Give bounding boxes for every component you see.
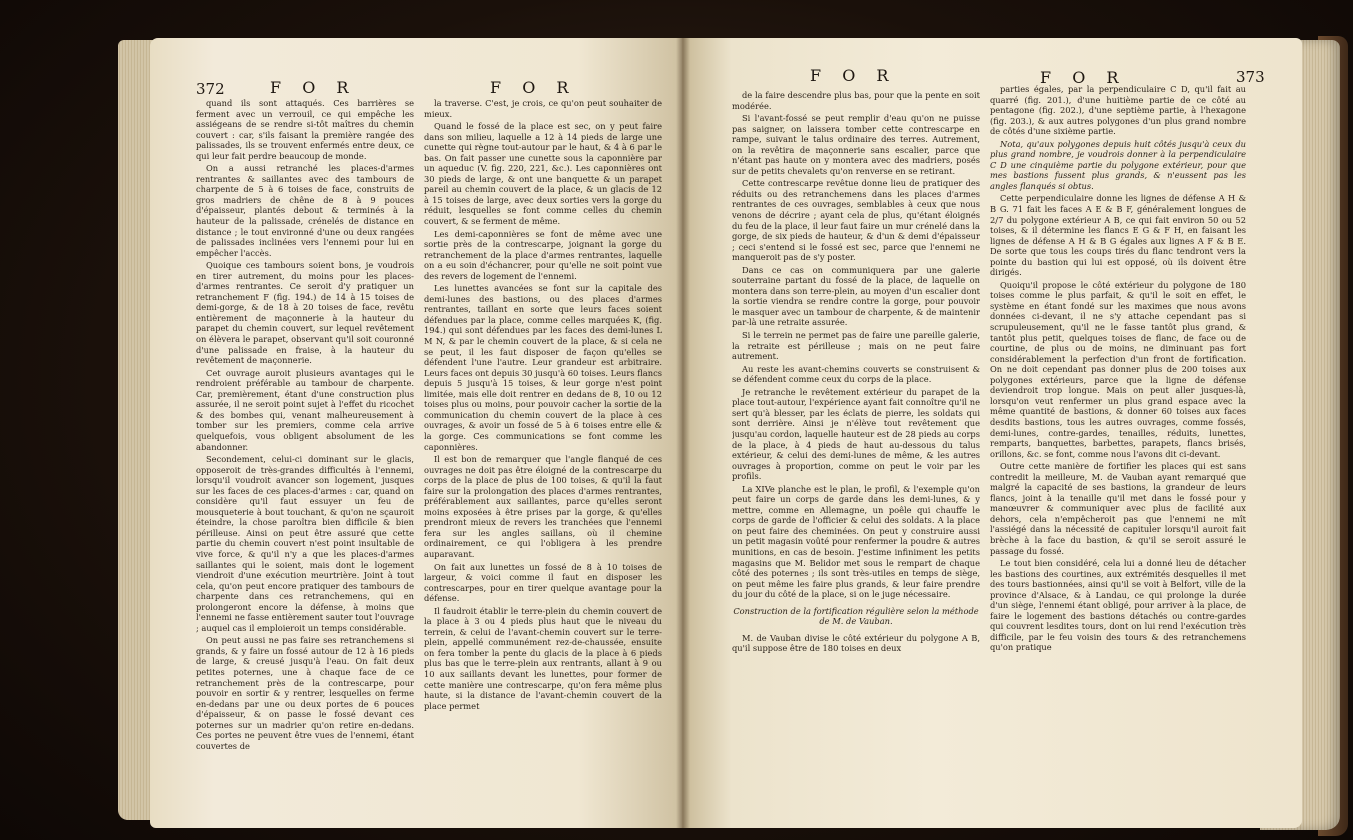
paragraph: Cette perpendiculaire donne les lignes de défense A H & B G. 71 fait les faces A E & B F, généralement longues de 2/7 du polygone extérieur A B, ce qui fait environ 50 ou 52 toises, & il détermine les flancs E G & F H, en faisant les lignes de défense A H & B G égales aux lignes A F & B E. De sorte que tous les coups tirés du flanc tendront vers la pointe du bastion qui lui est opposé, où ils doivent être dirigés.	[990, 193, 1246, 278]
paragraph: Cet ouvrage auroit plusieurs avantages qui le rendroient préférable au tambour de charpente. Car, premièrement, étant d'une construction plus assurée, il ne seroit point sujet à l'effet du ricochet & des bombes qui, venant malheureusement à tomber sur les premiers, comme cela arrive quelquefois, vous obligent absolument de les abandonner.	[196, 367, 414, 452]
paragraph: Les lunettes avancées se font sur la capitale des demi-lunes des bastions, ou des places d'armes rentrantes, taillant en sorte que leurs faces soient défendues par la place, comme celles marquées K, (fig. 194.) qui sont défendues par les faces des demi-lunes L M N, & par le chemin couvert de la place, & si cela ne se peut, il les faut disposer de façon qu'elles se défendent l'une l'autre. Leur grandeur est arbitraire. Leurs faces ont depuis 30 jusqu'à 60 toises. Leurs flancs depuis 5 jusqu'à 15 toises, & leur gorge n'est point limitée, mais elle doit rentrer en dedans de 8, 10 ou 12 toises plus ou moins, pour pouvoir cacher la sortie de la communication du chemin couvert de la place à ces ouvrages, & avoir un fossé de 5 à 6 toises entre elle & la gorge. Ces communications se font comme les caponnières.	[424, 283, 662, 452]
paragraph: la traverse. C'est, je crois, ce qu'on peut souhaiter de mieux.	[424, 98, 662, 119]
paragraph: Au reste les avant-chemins couverts se construisent & se défendent comme ceux du corps de la place.	[732, 363, 980, 385]
paragraph: parties égales, par la perpendiculaire C D, qu'il fait au quarré (fig. 201.), d'une huitième partie de ce côté au pentagone (fig. 202.), d'une septième partie, à l'hexagone (fig. 203.), & aux autres polygones d'un plus grand nombre de côtés d'une sixième partie.	[990, 84, 1246, 137]
paragraph: M. de Vauban divise le côté extérieur du polygone A B, qu'il suppose être de 180 toises en deux	[732, 632, 980, 654]
paragraph: Je retranche le revêtement extérieur du parapet de la place tout-autour, l'expérience ayant fait connoître qu'il ne sert qu'à blesser, par les éclats de pierre, les soldats qui sont derrière. Ainsi je n'élève tout revêtement que jusqu'au cordon, laquelle hauteur est de 28 pieds au corps de la place, à 4 pieds de haut au-dessous du talus extérieur, & celui des demi-lunes de même, & les autres ouvrages à proportion, comme on peut le voir par les profils.	[732, 386, 980, 482]
left-column-2	[424, 98, 662, 810]
left-header-col2: F O R	[490, 78, 577, 97]
paragraph: On a aussi retranché les places-d'armes rentrantes & saillantes avec des tambours de charpente de 5 à 6 toises de face, construits de gros madriers de chêne de 8 à 9 pouces d'épaisseur, plantés debout & terminés à la hauteur de la palissade, crénelés de distance en distance ; le tout environné d'une ou deux rangées de palissades inclinées vers l'ennemi pour lui en empêcher l'accès.	[196, 163, 414, 258]
paragraph: Dans ce cas on communiquera par une galerie souterraine partant du fossé de la place, de laquelle on montera dans son terre-plein, au moyen d'un escalier dont la sortie viendra se rendre contre la gorge, pour pouvoir le masquer avec un tambour de charpente, & de maintenir par-là une retraite assurée.	[732, 264, 980, 328]
right-column-1	[732, 90, 980, 815]
paragraph: Si l'avant-fossé se peut remplir d'eau qu'on ne puisse pas saigner, on laissera tomber cette contrescarpe en rampe, suivant le talus ordinaire des terres. Autrement, on la revêtira de maçonnerie sans escalier, parce que n'étant pas haute on y montera avec des madriers, posés sur de petits chevalets qu'on renverse en se retirant.	[732, 113, 980, 176]
paragraph-italic-note: Nota, qu'aux polygones depuis huit côtés jusqu'à ceux du plus grand nombre, je voudrois donner à la perpendiculaire C D une cinquième partie du polygone extérieur, pour que mes bastions fussent plus grands, & n'eussent pas les angles flanqués si obtus.	[990, 138, 1246, 191]
paragraph: de la faire descendre plus bas, pour que la pente en soit modérée.	[732, 90, 980, 111]
left-page-number: 372	[196, 80, 225, 98]
paragraph: La XIVe planche est le plan, le profil, & l'exemple qu'on peut faire un corps de garde dans les demi-lunes, & y mettre, comme en Allemagne, un poêle qui chauffe le corps de garde de l'officier & celui des soldats. A la place on peut faire des cheminées. On peut y construire aussi un petit magasin voûté pour renfermer la poudre & autres munitions, en cas de besoin. J'estime infiniment les petits magasins que M. Belidor met sous le rempart de chaque côté des poternes ; ils sont très-utiles en temps de siège, on peut même les faire plus grands, & leur faire prendre du jour du côté de la place, si on le juge nécessaire.	[732, 483, 980, 600]
paragraph: Le tout bien considéré, cela lui a donné lieu de détacher les bastions des courtines, aux extrémités desquelles il met des tours bastionnées, ainsi qu'il se voit à Belfort, ville de la province d'Alsace, & à Landau, ce qui prolonge la durée d'un siège, l'ennemi étant obligé, pour arriver à la place, de faire le logement des bastions détachés ou contre-gardes qui couvrent lesdites tours, dont on lui rend l'exécution très difficile, par le feu voisin des tours & des retranchemens qu'on pratique	[990, 558, 1246, 653]
section-caption: Construction de la fortification régulière selon la méthode de M. de Vauban.	[733, 605, 979, 627]
left-header-col1: F O R	[270, 78, 357, 97]
paragraph: Quand le fossé de la place est sec, on y peut faire dans son milieu, laquelle a 12 à 14 pieds de large une cunette qui règne tout-autour par le haut, & 4 à 6 par le bas. On fait passer une cunette sous la caponnière par un aqueduc (V. fig. 220, 221, &c.). Les caponnières ont 30 pieds de large, & ont une banquette & un parapet pareil au chemin couvert de la place, & un glacis de 12 à 15 toises de large, avec deux sorties vers la gorge du réduit, lesquelles se font comme celles du chemin couvert, & se ferment de même.	[424, 121, 662, 227]
book-gutter	[676, 38, 690, 828]
paragraph: Secondement, celui-ci dominant sur le glacis, opposeroit de très-grandes difficultés à l'ennemi, lorsqu'il voudroit avancer son logement, jusques sur les faces de ces places-d'armes : car, quand on considère qu'il faut essuyer un feu de mousqueterie à bout touchant, & qu'on ne sçauroit éteindre, la chose paroîtra bien difficile & bien périlleuse. Ainsi on peut être assuré que cette partie du chemin couvert n'est point insultable de vive force, & qu'il n'y a que les places-d'armes saillantes qui le soient, mais dont le logement viendroit d'une exécution meurtrière. Joint à tout cela, qu'on peut encore pratiquer des tambours de charpente dans ces retranchemens, qui en prolongeront encore la défense, à moins que l'ennemi ne fasse entièrement sauter tout l'ouvrage ; auquel cas il emploieroit un temps considérable.	[196, 454, 414, 633]
paragraph: Cette contrescarpe revêtue donne lieu de pratiquer des réduits ou des retranchemens dans les places d'armes rentrantes de ces ouvrages, semblables à ceux que nous venons de décrire ; ayant cela de plus, qu'étant éloignés du feu de la place, il leur faut faire un mur crénelé dans la gorge, de six pieds de hauteur, & d'un & demi d'épaisseur ; ceci s'entend si le fossé est sec, parce que l'ennemi ne manqueroit pas de s'y poster.	[732, 178, 980, 263]
left-column-1	[196, 98, 414, 810]
paragraph: Quoiqu'il propose le côté extérieur du polygone de 180 toises comme le plus parfait, & qu'il le soit en effet, le système en étant fondé sur les maximes que nous avons données ci-devant, il ne s'y attache cependant pas si scrupuleusement, qu'il ne le fasse tantôt plus grand, & tantôt plus petit, quelques toises de flanc, de face ou de courtine, de plus ou de moins, ne diminuant pas fort considérablement la perfection d'un front de fortification. On ne doit cependant pas donner plus de 200 toises aux polygones extérieurs, parce que la ligne de défense deviendroit trop longue. Mais on peut aller jusques-là, lorsqu'on veut renfermer un plus grand espace avec la même quantité de bastions, & donner 60 toises aux faces desdits bastions, tous les autres ouvrages, comme fossés, demi-lunes, contre-gardes, tenailles, réduits, lunettes, remparts, banquettes, barbettes, parapets, flancs brisés, orillons, &c. se font, comme nous l'avons dit ci-devant.	[990, 279, 1246, 459]
paragraph: On fait aux lunettes un fossé de 8 à 10 toises de largeur, & voici comme il faut en disposer les contrescarpes, pour en tirer quelque avantage pour la défense.	[424, 561, 662, 604]
paragraph: Quoique ces tambours soient bons, je voudrois en tirer autrement, du moins pour les places-d'armes rentrantes. Ce seroit d'y pratiquer un retranchement F (fig. 194.) de 14 à 15 toises de demi-gorge, & de 18 à 20 toises de face, revêtu entièrement de maçonnerie à la hauteur du parapet du chemin couvert, sur lequel revêtement on élèvera le parapet, observant qu'il soit couronné d'une palissade en fraise, à la hauteur du revêtement de maçonnerie.	[196, 260, 414, 366]
right-column-2	[990, 84, 1246, 819]
right-header-col1: F O R	[810, 66, 897, 85]
paragraph: quand ils sont attaqués. Ces barrières se ferment avec un verrouil, ce qui empêche les assiégeans de se rendre si-tôt maîtres du chemin couvert : car, s'ils faisant la première rangée des palissades, ils se trouvent enfermés entre deux, ce qui leur fait perdre beaucoup de monde.	[196, 98, 414, 161]
paragraph: Si le terrein ne permet pas de faire une pareille galerie, la retraite est périlleuse ; mais on ne peut faire autrement.	[732, 330, 980, 362]
right-page-number: 373	[1236, 68, 1265, 86]
paragraph: On peut aussi ne pas faire ses retranchemens si grands, & y faire un fossé autour de 12 à 16 pieds de large, & creusé jusqu'à l'eau. On fait deux petites poternes, une à chaque face de ce retranchement près de la contrescarpe, pour pouvoir en sortir & y rentrer, lesquelles on ferme en-dedans par une ou deux portes de 6 pouces d'épaisseur, & on passe le fossé devant ces poternes sur un madrier qu'on retire en-dedans. Ces portes ne peuvent être vues de l'ennemi, étant couvertes de	[196, 635, 414, 751]
paragraph: Outre cette manière de fortifier les places qui est sans contredit la meilleure, M. de Vauban ayant remarqué que malgré la capacité de ses bastions, la grandeur de leurs flancs, joint à la tenaille qu'il met dans le fossé pour y manœuvrer & communiquer avec plus de facilité aux dehors, cela n'empêcheroit pas que l'ennemi ne mît l'assiégé dans la nécessité de capituler lorsqu'il auroit fait brèche à la face du bastion, & qu'il se seroit assuré le passage du fossé.	[990, 461, 1246, 556]
paragraph: Il faudroit établir le terre-plein du chemin couvert de la place à 3 ou 4 pieds plus haut que le niveau du terrein, & celui de l'avant-chemin couvert sur le terre-plein, appellé communément rez-de-chaussée, ensuite on fera tomber la pente du glacis de la place à 6 pieds plus bas que le terre-plein aux rentrants, allant à 9 ou 10 aux saillants devant les lunettes, pour former de cette manière une contrescarpe, qu'on fera même plus haute, si la distance de l'avant-chemin couvert de la place permet	[424, 605, 662, 711]
paragraph: Les demi-caponnières se font de même avec une sortie près de la contrescarpe, joignant la gorge du retranchement de la place d'armes rentrantes, laquelle on a eu soin d'échancrer, pour qu'elle ne soit point vue des revers de logement de l'ennemi.	[424, 228, 662, 281]
paragraph: Il est bon de remarquer que l'angle flanqué de ces ouvrages ne doit pas être éloigné de la contrescarpe du corps de la place de plus de 100 toises, & qu'il la faut faire sur la prolongation des places d'armes rentrantes, préférablement aux saillantes, parce qu'elles seront moins exposées à être prises par la gorge, & qu'elles prendront mieux de revers les tranchées que l'ennemi fera sur les angles saillans, où il chemine ordinairement, ce qui l'obligera à les prendre auparavant.	[424, 454, 662, 559]
right-header-col2: F O R	[1040, 68, 1127, 87]
